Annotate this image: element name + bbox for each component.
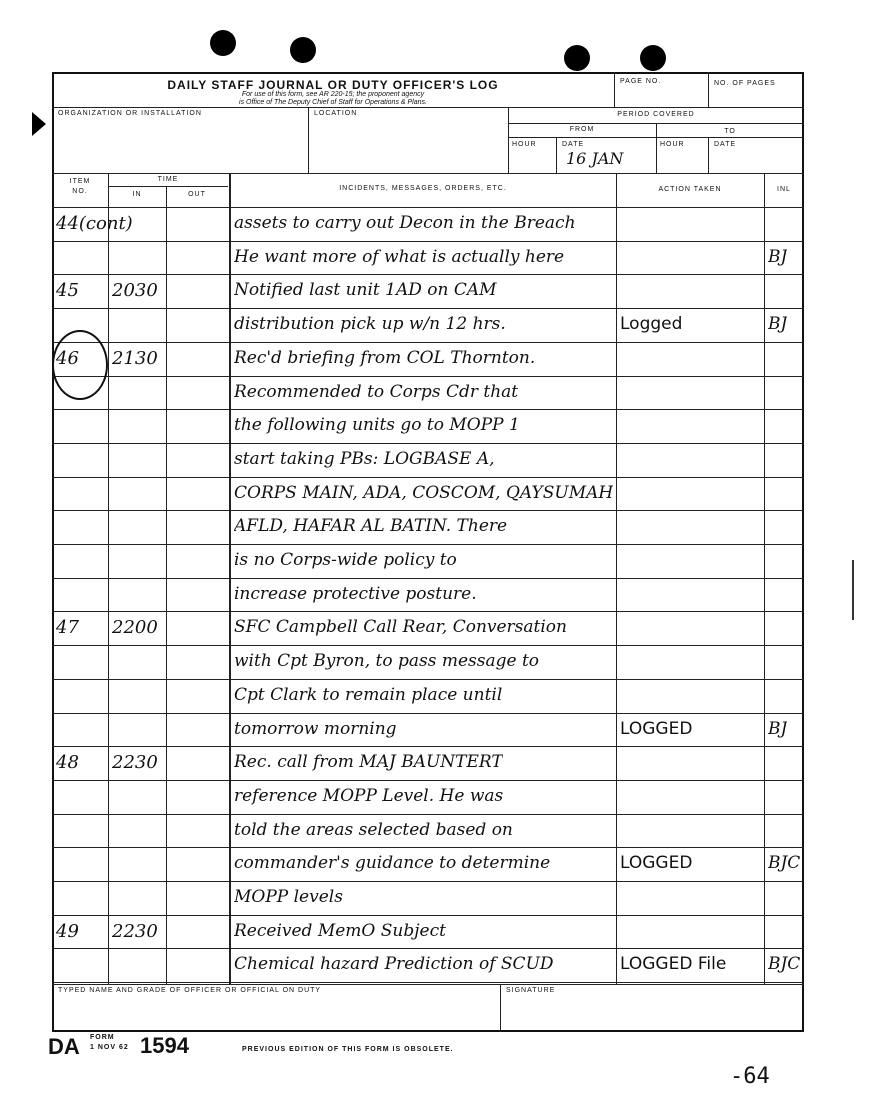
rule bbox=[166, 186, 167, 984]
entry-text: Received MemO Subject bbox=[234, 923, 446, 940]
punch-hole bbox=[210, 30, 236, 56]
rule bbox=[108, 186, 228, 187]
time-in: 2130 bbox=[112, 348, 158, 369]
item-header: ITEM bbox=[69, 178, 91, 185]
row-rule bbox=[52, 713, 804, 714]
initials: BJC bbox=[768, 855, 801, 872]
row-rule bbox=[52, 645, 804, 646]
entry-text: AFLD, HAFAR AL BATIN. There bbox=[234, 518, 508, 535]
entry-text: assets to carry out Decon in the Breach bbox=[234, 215, 576, 232]
entry-text: Rec. call from MAJ BAUNTERT bbox=[234, 754, 503, 771]
item-number: 47 bbox=[56, 617, 79, 638]
item-circle bbox=[52, 330, 108, 400]
entry-text: the following units go to MOPP 1 bbox=[234, 417, 520, 434]
rule bbox=[614, 72, 615, 107]
row-rule bbox=[52, 780, 804, 781]
row-rule bbox=[52, 376, 804, 377]
item-number: 49 bbox=[56, 921, 79, 942]
rule bbox=[52, 173, 804, 174]
row-rule bbox=[52, 241, 804, 242]
initials: BJ bbox=[768, 249, 788, 266]
entry-text: increase protective posture. bbox=[234, 586, 477, 603]
row-rule bbox=[52, 948, 804, 949]
row-rule bbox=[52, 611, 804, 612]
entry-text: is no Corps-wide policy to bbox=[234, 552, 457, 569]
action-taken: LOGGED bbox=[620, 855, 693, 872]
signature-label: SIGNATURE bbox=[506, 987, 556, 994]
row-rule bbox=[52, 409, 804, 410]
row-rule bbox=[52, 679, 804, 680]
obsolete-note: PREVIOUS EDITION OF THIS FORM IS OBSOLETE. bbox=[242, 1046, 454, 1053]
item-number: 46 bbox=[56, 348, 79, 369]
row-rule bbox=[52, 814, 804, 815]
no-of-pages-label: NO. OF PAGES bbox=[714, 80, 776, 87]
form-id-da: DA bbox=[48, 1034, 80, 1059]
initials: BJC bbox=[768, 956, 801, 973]
period-label: PERIOD COVERED bbox=[617, 111, 695, 118]
entry-text: CORPS MAIN, ADA, COSCOM, QAYSUMAH bbox=[234, 485, 614, 502]
entry-text: He want more of what is actually here bbox=[234, 249, 565, 266]
item-number: 48 bbox=[56, 752, 79, 773]
rule bbox=[52, 984, 804, 985]
time-header: TIME bbox=[157, 176, 179, 183]
page-stamp: -64 bbox=[730, 1064, 770, 1089]
typed-name-label: TYPED NAME AND GRADE OF OFFICER OR OFFICIAL ON DUTY bbox=[58, 987, 322, 994]
row-rule bbox=[52, 982, 804, 983]
action-taken: Logged bbox=[620, 316, 683, 333]
entry-text: Chemical hazard Prediction of SCUD bbox=[234, 956, 554, 973]
entry-text: distribution pick up w/n 12 hrs. bbox=[234, 316, 506, 333]
initials: BJ bbox=[768, 721, 788, 738]
rule bbox=[52, 107, 804, 108]
rule bbox=[708, 137, 709, 173]
action-taken: LOGGED bbox=[620, 721, 693, 738]
action-taken: LOGGED File bbox=[620, 956, 727, 973]
row-rule bbox=[52, 308, 804, 309]
incidents-header: INCIDENTS, MESSAGES, ORDERS, ETC. bbox=[339, 185, 507, 192]
rule bbox=[308, 107, 309, 173]
row-rule bbox=[52, 847, 804, 848]
from-label: FROM bbox=[569, 126, 595, 133]
form-subtitle: is Office of The Deputy Chief of Staff for Operations & Plans. bbox=[239, 99, 427, 106]
entry-text: Rec'd briefing from COL Thornton. bbox=[234, 350, 536, 367]
entry-text: SFC Campbell Call Rear, Conversation bbox=[234, 619, 567, 636]
punch-hole bbox=[564, 45, 590, 71]
rule bbox=[500, 984, 501, 1032]
entry-text: with Cpt Byron, to pass message to bbox=[234, 653, 540, 670]
row-rule bbox=[52, 746, 804, 747]
time-in: 2200 bbox=[112, 617, 158, 638]
row-rule bbox=[52, 881, 804, 882]
from-date-label: DATE bbox=[562, 141, 585, 148]
row-rule bbox=[52, 443, 804, 444]
page-no-label: PAGE NO. bbox=[620, 78, 662, 85]
entry-text: Cpt Clark to remain place until bbox=[234, 687, 503, 704]
inl-header: INL bbox=[777, 186, 791, 193]
margin-mark bbox=[852, 560, 854, 620]
item-number: 44(cont) bbox=[56, 213, 133, 234]
entry-text: tomorrow morning bbox=[234, 721, 397, 738]
time-in-header: IN bbox=[132, 191, 142, 198]
entry-text: told the areas selected based on bbox=[234, 822, 513, 839]
row-rule bbox=[52, 477, 804, 478]
row-rule bbox=[52, 578, 804, 579]
time-in: 2230 bbox=[112, 752, 158, 773]
entry-text: MOPP levels bbox=[234, 889, 343, 906]
row-rule bbox=[52, 915, 804, 916]
time-out-header: OUT bbox=[188, 191, 206, 198]
punch-hole bbox=[290, 37, 316, 63]
to-hour-label: HOUR bbox=[660, 141, 685, 148]
row-rule bbox=[52, 510, 804, 511]
entry-text: start taking PBs: LOGBASE A, bbox=[234, 451, 495, 468]
org-label: ORGANIZATION OR INSTALLATION bbox=[58, 110, 202, 117]
row-rule bbox=[52, 342, 804, 343]
form-id-number: 1594 bbox=[140, 1033, 189, 1058]
to-date-label: DATE bbox=[714, 141, 737, 148]
form-id-form: FORM bbox=[90, 1034, 115, 1041]
row-rule bbox=[52, 544, 804, 545]
rule bbox=[556, 137, 557, 173]
action-header: ACTION TAKEN bbox=[658, 186, 722, 193]
entry-text: reference MOPP Level. He was bbox=[234, 788, 504, 805]
time-in: 2230 bbox=[112, 921, 158, 942]
form-id-date: 1 NOV 62 bbox=[90, 1044, 129, 1051]
location-label: LOCATION bbox=[314, 110, 358, 117]
form-title: DAILY STAFF JOURNAL OR DUTY OFFICER'S LOG bbox=[167, 78, 499, 92]
form-subtitle: For use of this form, see AR 220-15; the proponent agency bbox=[241, 91, 425, 98]
rule bbox=[52, 207, 804, 208]
initials: BJ bbox=[768, 316, 788, 333]
time-in: 2030 bbox=[112, 280, 158, 301]
rule bbox=[656, 123, 657, 173]
to-label: TO bbox=[724, 128, 736, 135]
entry-text: Recommended to Corps Cdr that bbox=[234, 384, 519, 401]
item-header: NO. bbox=[72, 188, 88, 195]
entry-text: Notified last unit 1AD on CAM bbox=[234, 282, 497, 299]
from-hour-label: HOUR bbox=[512, 141, 537, 148]
row-rule bbox=[52, 274, 804, 275]
binder-mark bbox=[32, 112, 46, 136]
item-number: 45 bbox=[56, 280, 79, 301]
from-date-value: 16 JAN bbox=[566, 149, 624, 168]
rule bbox=[708, 72, 709, 107]
entry-text: commander's guidance to determine bbox=[234, 855, 551, 872]
punch-hole bbox=[640, 45, 666, 71]
